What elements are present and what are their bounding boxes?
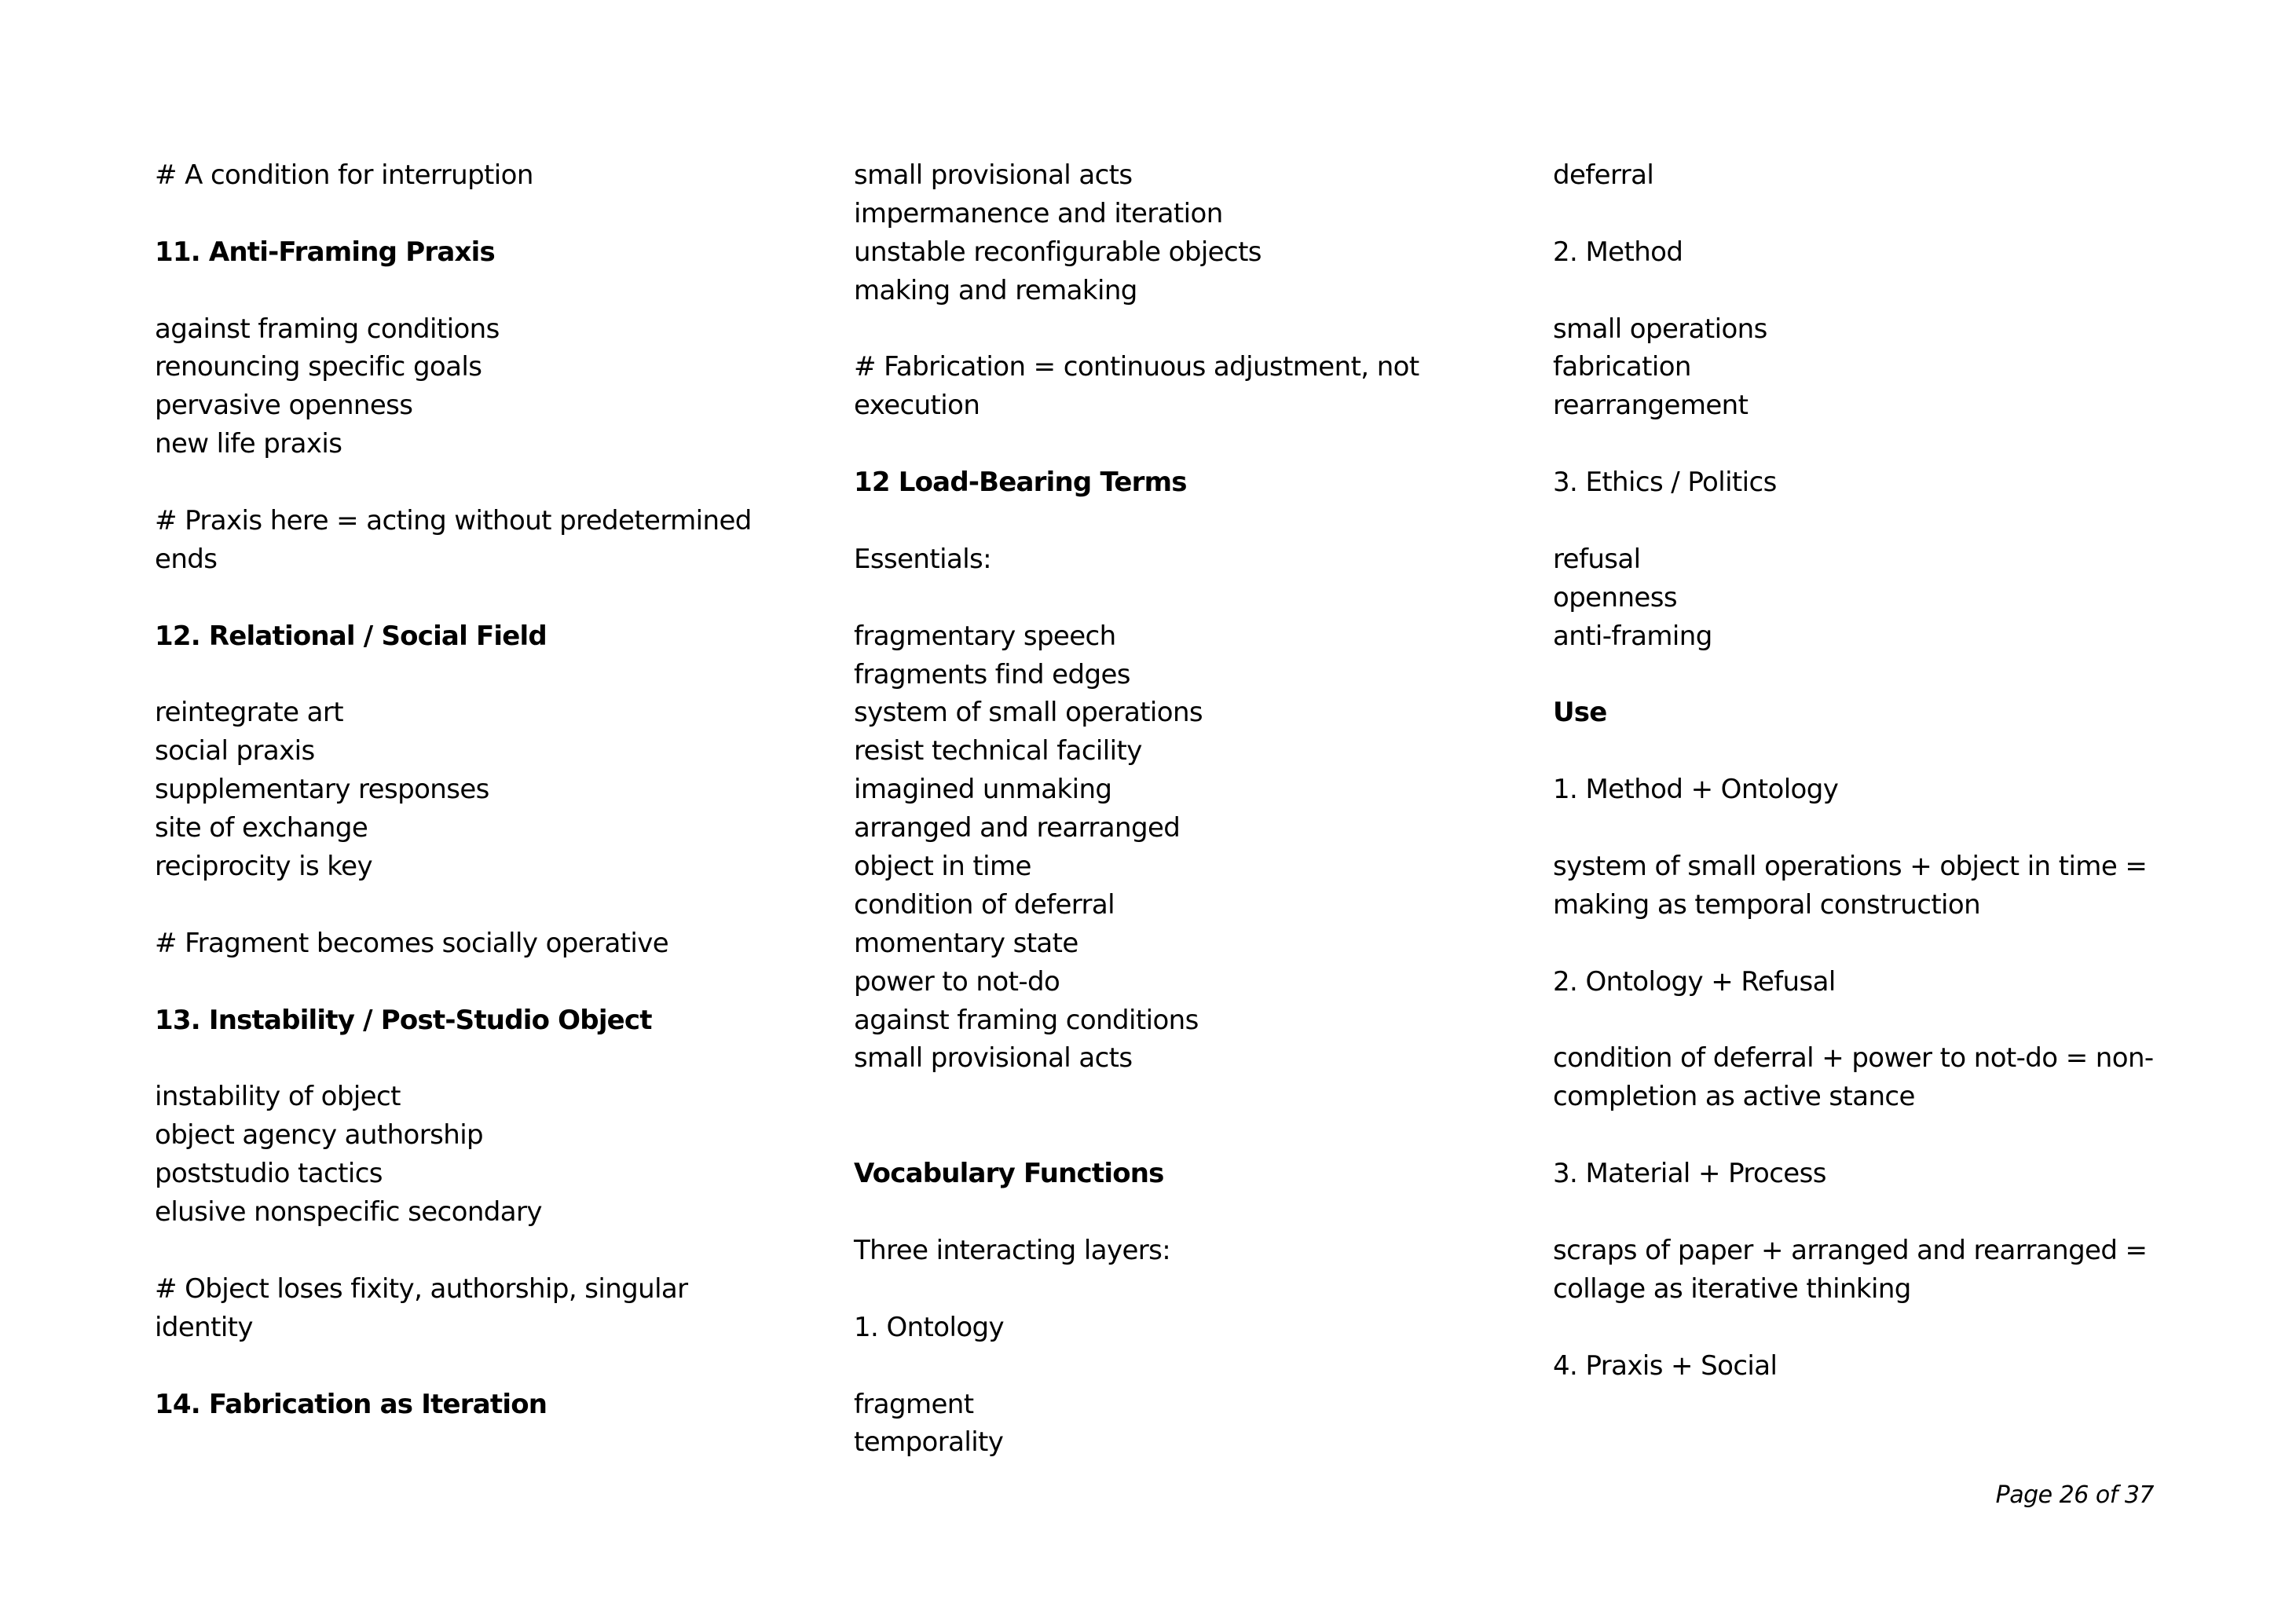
term-item: small provisional acts	[854, 1042, 1133, 1075]
text-line: making as temporal construction	[1553, 888, 1981, 921]
term-item: social praxis	[155, 735, 315, 767]
term-item: object in time	[854, 851, 1031, 883]
text-line: 4. Praxis + Social	[1553, 1349, 1778, 1382]
term-item: fragmentary speech	[854, 620, 1116, 652]
blank-line	[155, 579, 799, 617]
text-line: condition of deferral + power to not-do = non-	[1553, 1042, 2154, 1075]
term-item: instability of object	[155, 1081, 401, 1113]
text-line: 2. Method	[1553, 236, 1683, 268]
term-item: refusal	[1553, 543, 1641, 575]
section-heading: Use	[1553, 697, 1607, 729]
text-line: collage as iterative thinking	[1553, 1272, 1911, 1305]
comment-line: identity	[155, 1311, 253, 1343]
term-item: small provisional acts	[854, 159, 1133, 191]
blank-line	[1553, 1309, 2197, 1347]
term-item: fragments find edges	[854, 658, 1130, 690]
term-item: unstable reconfigurable objects	[854, 236, 1262, 268]
blank-line	[155, 963, 799, 1001]
section-heading: 12. Relational / Social Field	[155, 620, 547, 652]
term-item: condition of deferral	[854, 888, 1115, 921]
blank-line	[854, 1116, 1498, 1155]
blank-line	[854, 1193, 1498, 1232]
text-line: system of small operations + object in time =	[1553, 851, 2148, 883]
term-item: object agency authorship	[155, 1119, 484, 1152]
blank-line	[1553, 272, 2197, 310]
blank-line	[155, 886, 799, 925]
term-item: renouncing specific goals	[155, 351, 482, 383]
term-item: impermanence and iteration	[854, 197, 1223, 229]
column-2	[854, 156, 1498, 1462]
blank-line	[1553, 195, 2197, 233]
blank-line	[155, 1232, 799, 1270]
term-item: reciprocity is key	[155, 851, 372, 883]
term-item: site of exchange	[155, 812, 368, 844]
term-item: pervasive openness	[155, 390, 413, 422]
text-line: 3. Material + Process	[1553, 1158, 1826, 1190]
comment-line: execution	[854, 390, 980, 422]
comment-line: # Praxis here = acting without predetermined	[155, 505, 752, 537]
section-heading: 13. Instability / Post-Studio Object	[155, 1004, 652, 1036]
blank-line	[854, 502, 1498, 540]
blank-line	[155, 1039, 799, 1078]
term-item: fabrication	[1553, 351, 1691, 383]
term-item: against framing conditions	[854, 1004, 1199, 1036]
term-item: temporality	[854, 1426, 1004, 1459]
text-line: completion as active stance	[1553, 1081, 1915, 1113]
page-number: Page 26 of 37	[1995, 1481, 2154, 1509]
comment-line: # Fabrication = continuous adjustment, not	[854, 351, 1419, 383]
blank-line	[155, 272, 799, 310]
blank-line	[1553, 1116, 2197, 1155]
blank-line	[155, 1347, 799, 1386]
blank-line	[1553, 925, 2197, 963]
column-3	[1553, 156, 2197, 1386]
blank-line	[854, 1078, 1498, 1116]
term-item: anti-framing	[1553, 620, 1712, 652]
section-heading: Vocabulary Functions	[854, 1158, 1164, 1190]
section-heading: 14. Fabrication as Iteration	[155, 1388, 547, 1420]
section-heading: 11. Anti-Framing Praxis	[155, 236, 495, 268]
term-item: momentary state	[854, 927, 1078, 959]
term-item: deferral	[1553, 159, 1654, 191]
term-item: resist technical facility	[854, 735, 1142, 767]
blank-line	[155, 463, 799, 502]
term-item: supplementary responses	[155, 774, 489, 806]
comment-line: # Fragment becomes socially operative	[155, 927, 669, 959]
text-line: 3. Ethics / Politics	[1553, 467, 1777, 499]
term-item: small operations	[1553, 313, 1767, 345]
blank-line	[155, 195, 799, 233]
term-item: poststudio tactics	[155, 1158, 383, 1190]
blank-line	[1553, 809, 2197, 848]
text-line: 1. Method + Ontology	[1553, 774, 1839, 806]
term-item: elusive nonspecific secondary	[155, 1196, 542, 1228]
comment-line: ends	[155, 543, 218, 575]
comment-line: # A condition for interruption	[155, 159, 533, 191]
term-item: imagined unmaking	[854, 774, 1112, 806]
blank-line	[1553, 425, 2197, 463]
blank-line	[854, 1347, 1498, 1386]
blank-line	[854, 1270, 1498, 1309]
term-item: fragment	[854, 1388, 974, 1420]
section-heading: 12 Load-Bearing Terms	[854, 467, 1187, 499]
blank-line	[854, 425, 1498, 463]
term-item: power to not-do	[854, 965, 1060, 998]
text-line: Three interacting layers:	[854, 1234, 1171, 1266]
term-item: openness	[1553, 581, 1677, 613]
term-item: arranged and rearranged	[854, 812, 1181, 844]
blank-line	[1553, 732, 2197, 771]
blank-line	[1553, 502, 2197, 540]
term-item: new life praxis	[155, 428, 342, 460]
blank-line	[1553, 656, 2197, 694]
blank-line	[1553, 1001, 2197, 1040]
blank-line	[1553, 1193, 2197, 1232]
blank-line	[155, 656, 799, 694]
term-item: system of small operations	[854, 697, 1203, 729]
text-line: scraps of paper + arranged and rearranged =	[1553, 1234, 2148, 1266]
term-item: against framing conditions	[155, 313, 500, 345]
term-item: making and remaking	[854, 274, 1137, 306]
comment-line: # Object loses fixity, authorship, singular	[155, 1272, 688, 1305]
term-item: rearrangement	[1553, 390, 1749, 422]
text-line: Essentials:	[854, 543, 992, 575]
column-1	[155, 156, 799, 1423]
term-item: reintegrate art	[155, 697, 343, 729]
blank-line	[854, 579, 1498, 617]
blank-line	[854, 310, 1498, 349]
text-line: 2. Ontology + Refusal	[1553, 965, 1836, 998]
text-line: 1. Ontology	[854, 1311, 1005, 1343]
